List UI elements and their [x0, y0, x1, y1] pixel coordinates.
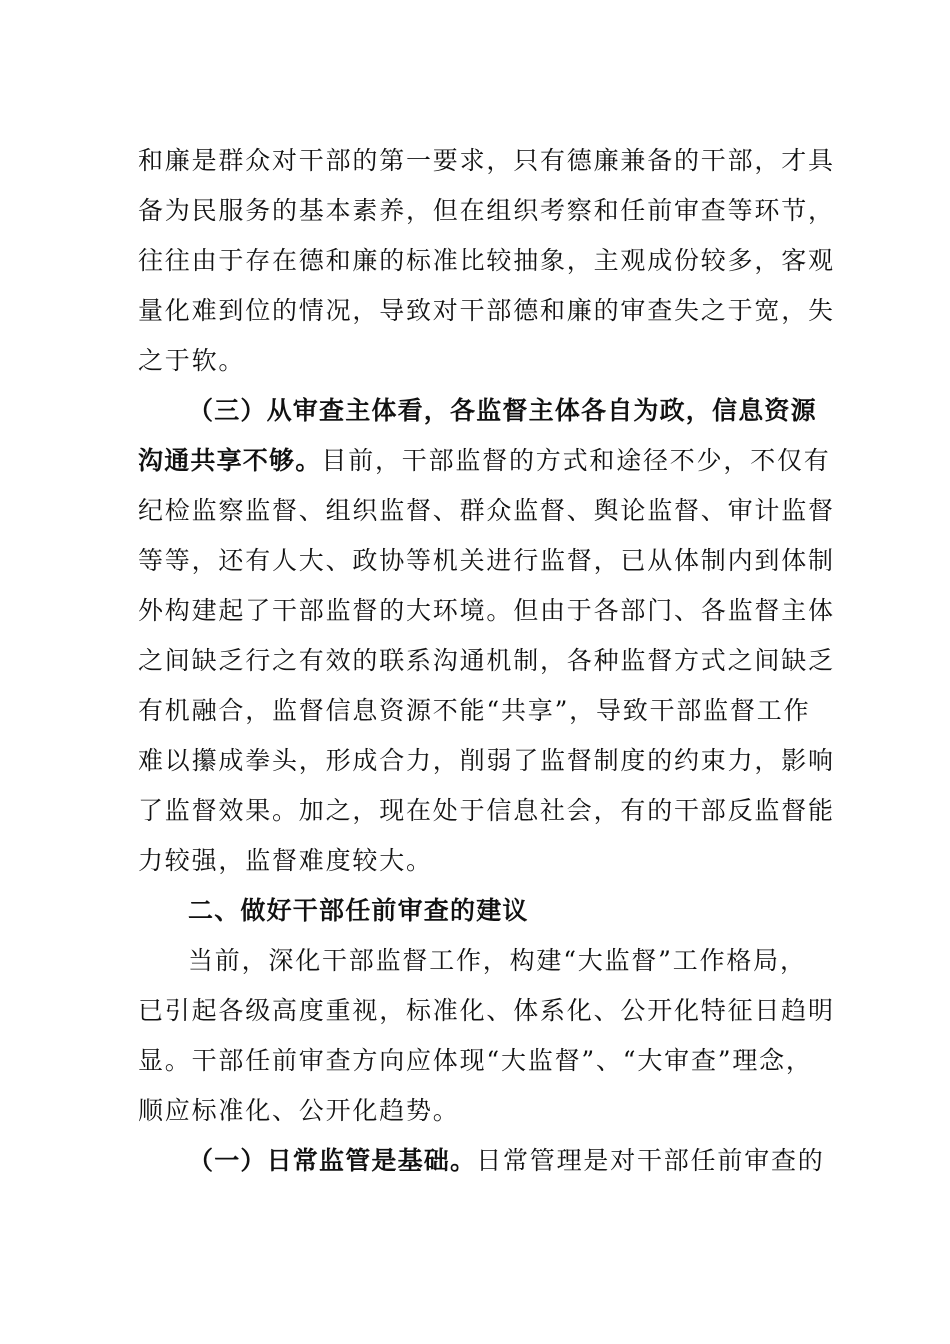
paragraph-1-line-5: 之于软。 — [138, 346, 246, 375]
paragraph-2-bold-lead-line-2: 沟通共享不够。 — [138, 446, 322, 475]
paragraph-3-line-4: 顺应标准化、公开化趋势。 — [138, 1096, 460, 1125]
paragraph-3-line-1: 当前，深化干部监督工作，构建“大监督”工作格局， — [188, 946, 807, 975]
paragraph-4-line-1 — [188, 1136, 868, 1186]
paragraph-2-line-10: 力较强，监督难度较大。 — [138, 846, 433, 875]
paragraph-1-line-2: 备为民服务的基本素养，但在组织考察和任前审查等环节， — [138, 196, 835, 225]
paragraph-4-bold-lead: （一）日常监管是基础。 — [188, 1146, 477, 1175]
paragraph-3-line-3: 显。干部任前审查方向应体现“大监督”、“大审查”理念， — [138, 1046, 813, 1075]
paragraph-2-line-6: 之间缺乏行之有效的联系沟通机制，各种监督方式之间缺乏 — [138, 646, 835, 675]
paragraph-4-rest: 日常管理是对干部任前审查的 — [476, 1146, 825, 1175]
paragraph-2-line-5: 外构建起了干部监督的大环境。但由于各部门、各监督主体 — [138, 596, 835, 625]
paragraph-1-line-3: 往往由于存在德和廉的标准比较抽象，主观成份较多，客观 — [138, 246, 835, 275]
paragraph-2-line-2 — [138, 436, 831, 486]
paragraph-2-line-8: 难以攥成拳头，形成合力，削弱了监督制度的约束力，影响 — [138, 746, 835, 775]
paragraph-2-bold-lead-line-1: （三）从审查主体看，各监督主体各自为政，信息资源 — [188, 396, 817, 425]
paragraph-2-line-2-rest: 目前，干部监督的方式和途径不少，不仅有 — [321, 446, 831, 475]
paragraph-1-line-4: 量化难到位的情况，导致对干部德和廉的审查失之于宽，失 — [138, 296, 835, 325]
paragraph-3-line-2: 已引起各级高度重视，标准化、体系化、公开化特征日趋明 — [138, 996, 835, 1025]
section-heading: 二、做好干部任前审查的建议 — [188, 896, 529, 925]
paragraph-2-line-4: 等等，还有人大、政协等机关进行监督，已从体制内到体制 — [138, 546, 835, 575]
paragraph-1-line-1: 和廉是群众对干部的第一要求，只有德廉兼备的干部，才具 — [138, 146, 835, 175]
paragraph-2-line-3: 纪检监察监督、组织监督、群众监督、舆论监督、审计监督 — [138, 496, 835, 525]
paragraph-2-line-7: 有机融合，监督信息资源不能“共享”，导致干部监督工作 — [138, 696, 811, 725]
paragraph-2-line-9: 了监督效果。加之，现在处于信息社会，有的干部反监督能 — [138, 796, 835, 825]
